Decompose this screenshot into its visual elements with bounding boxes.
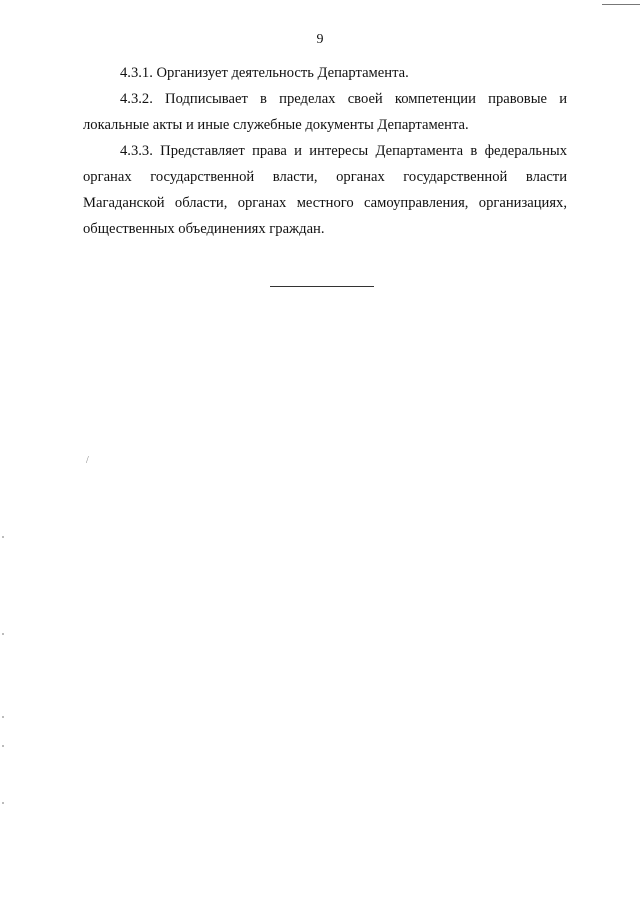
end-separator-line bbox=[270, 286, 374, 287]
scan-margin-dot bbox=[2, 745, 4, 747]
paragraph-line: 4.3.1. Организует деятельность Департамента. bbox=[120, 65, 409, 81]
paragraph-line: Магаданской области, органах местного самоуправления, организациях, bbox=[83, 195, 567, 211]
paragraph-line: 4.3.3. Представляет права и интересы Департамента в федеральных bbox=[120, 143, 567, 159]
paragraph-line: общественных объединениях граждан. bbox=[83, 221, 325, 237]
scan-margin-dot bbox=[2, 716, 4, 718]
scan-margin-dot bbox=[2, 633, 4, 635]
paragraph-line: локальные акты и иные служебные документы Департамента. bbox=[83, 117, 469, 133]
scan-margin-dot bbox=[2, 802, 4, 804]
scan-edge-mark bbox=[602, 4, 640, 5]
paragraph-4-3-1 bbox=[83, 60, 567, 86]
scan-artifact-mark: / bbox=[86, 455, 89, 466]
page-number: 9 bbox=[316, 32, 324, 47]
paragraph-line: 4.3.2. Подписывает в пределах своей компетенции правовые и bbox=[120, 91, 567, 107]
paragraph-4-3-3 bbox=[83, 138, 567, 242]
scan-margin-dot bbox=[2, 536, 4, 538]
paragraph-line: органах государственной власти, органах государственной власти bbox=[83, 169, 567, 185]
paragraph-4-3-2 bbox=[83, 86, 567, 138]
document-body bbox=[83, 60, 567, 242]
